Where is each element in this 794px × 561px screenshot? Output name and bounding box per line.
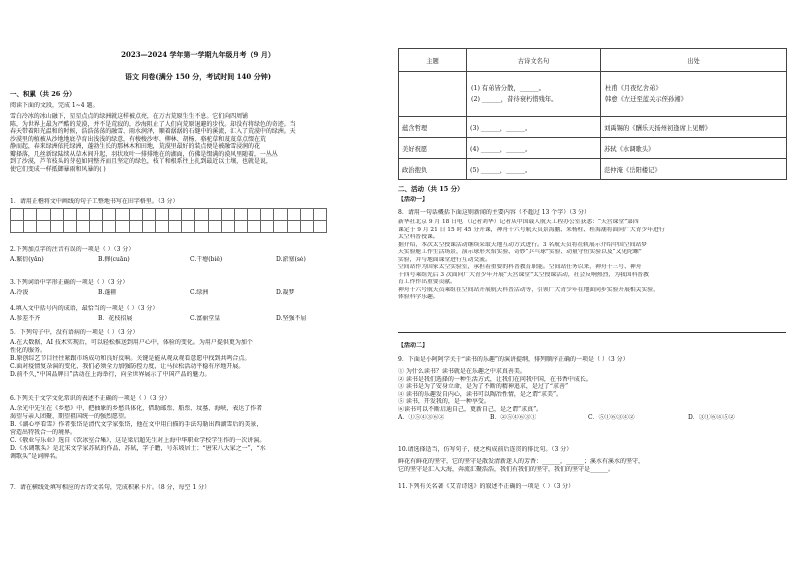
table-row bbox=[399, 159, 787, 180]
q6-line: 渴望与亲人团聚、期望祖国统一的强烈愿望。 bbox=[10, 413, 131, 420]
section1-heading: 一、积累（共 26 分） bbox=[10, 90, 76, 98]
passage-line: 春天带着阳光温和的时候，浩浩荡荡的融雪、雨水润泽，顺着潺潺的石缝中的溪流，汇入了荒漠中的绿洲。天 bbox=[10, 128, 296, 135]
news-line: 实验，并与地面课堂进行互动交流。 bbox=[398, 256, 491, 263]
passage-line: 瓣择落，几丝新绿陆续从草木间升起，羽状玫叶一排排地在的湖面，仿佛是缀满的漠风里随着，一丛丛 bbox=[10, 150, 278, 158]
q6-line[interactable]: D.《水调歌头》是北宋文学家苏轼的作品，苏轼，字子瞻，号东坡居士；“唐宋八大家之一”，“水 bbox=[10, 445, 266, 452]
q2-text: 2.下列加点字的注音有误的一项是（ ）（3 分） bbox=[10, 246, 135, 253]
table-cell-verse[interactable] bbox=[467, 72, 601, 117]
table-header-source: 出处 bbox=[601, 49, 787, 72]
poem-card-table bbox=[398, 48, 787, 180]
q3-option-b[interactable]: B.蓬箍 bbox=[98, 289, 117, 296]
exam-title: 2023—2024 学年第一学期九年级月考（9 月） bbox=[121, 50, 275, 59]
outline-item: ③ 读书是为了安身立命，是为了不断的精神追求，是过了“求善” bbox=[398, 383, 569, 391]
table-cell-source: 苏轼《水调歌头》 bbox=[601, 138, 787, 159]
q8-answer-line[interactable] bbox=[398, 318, 786, 333]
table-cell-source: 范仲淹《岳阳楼记》 bbox=[601, 159, 787, 180]
q5-line[interactable]: D.前不久,“中国品牌日”活动在上海举行，向全世界展示了中国产品的魅力。 bbox=[10, 371, 211, 378]
q6-line[interactable]: A.余光中先生在《乡愁》中，把抽象的乡愁具体化，借助邮票、船票、坟墓、海峡，表达了作者 bbox=[10, 405, 263, 412]
news-article bbox=[398, 219, 786, 302]
table-cell-source bbox=[601, 72, 787, 117]
table-cell-source: 刘禹锡的《酬乐天扬州初逢席上见赠》 bbox=[601, 117, 787, 138]
q2-option-a[interactable]: A.繁衍(yǎn) bbox=[10, 256, 44, 263]
q9-option-b[interactable]: B．②⑤④⑥③① bbox=[490, 414, 537, 421]
news-line: 空间站作为国家太空实验室，承担着重要的科普教育职能。空间站任务以来，神舟十三号、神舟 bbox=[398, 264, 642, 270]
q6-line[interactable]: B.《湖心亭看雪》作者张岱是清代文学家张岱，他在文中用白描的手法勾勒出西湖雪后的美景， bbox=[10, 421, 263, 428]
q6-text: 6.下列关于文学文化常识的表述不正确的一项是（ ）（3 分） bbox=[10, 395, 171, 402]
handwriting-grid[interactable] bbox=[10, 208, 327, 233]
table-cell-verse[interactable]: (5) ______，______。 bbox=[467, 159, 601, 180]
outline-item: ② 读书是我们选择的一种生活方式，让我们在问我中国，在书香中成长。 bbox=[398, 375, 592, 383]
q4-option-a[interactable]: A.参差不齐 bbox=[10, 315, 41, 322]
q5-line: 性化的服务。 bbox=[10, 347, 47, 354]
passage-line: 使它们变成一样抵御暴雨和风暴的( ) bbox=[10, 165, 106, 173]
q3-option-d[interactable]: D.凝梦 bbox=[276, 289, 295, 296]
table-row bbox=[399, 72, 787, 117]
q10-line[interactable]: 鲜花有鲜花的坚守，它的坚守是散发清新迷人的芳香：______，______；溪水有溪水的坚守， bbox=[398, 458, 645, 465]
q5-line[interactable]: A.在大数据、AI 技术实现后，可以轻松推送到用户心中，体验的变化。为用户提供更为加个 bbox=[10, 339, 253, 346]
q7-text: 7．请在横线处填写相应的古诗文名句，完成积累卡片。（8 分，每空 1 分） bbox=[10, 484, 211, 491]
table-header-theme: 主题 bbox=[399, 49, 467, 72]
q2-option-d[interactable]: D.淤塞(sè) bbox=[276, 256, 306, 263]
passage-line: 到了沙漠，芦苇枝头的芽苞如同整齐而且坚定的绿色，枝丫和根系往上扎到最近以土壤，也就是说， bbox=[10, 158, 272, 165]
q1-text: 1．请用正楷将文中画线的句子工整地书写在田字格里。（3 分） bbox=[10, 198, 179, 205]
q3-option-c[interactable]: C.绿洲 bbox=[190, 289, 209, 296]
q9-option-c[interactable]: C．⑤①⑥③④② bbox=[588, 414, 635, 421]
news-line: 新华社北京 9 月 18 日电 （记者刘华）记者从中国载人航天工程办公室获悉：“天宫课堂”第四 bbox=[398, 219, 639, 225]
passage-line: 雪白冷冰的冰山融下，星星点点的绿洲就这样被点亮，在万古荒原生生不息。它们向四周铺 bbox=[10, 113, 249, 120]
reading-passage bbox=[10, 113, 386, 173]
news-line: 神舟十六号航天员乘组在空间站开展航天科普活动等，引领广大青少年在地面同步实验开展相关实验， bbox=[398, 286, 659, 293]
news-line: 天实验舱工作生活场景，演示球形火焰实验、奇妙“乒乓球”实验、动量守恒实验以及“又见陀螺” bbox=[398, 249, 642, 255]
table-header-row bbox=[399, 49, 787, 72]
passage-line: 沙漠里的植被从沙地地底孕育出浅浅的绿意，有梭梭沙枣、柳林、胡杨、骆驼草和芨芨草点缀在荒 bbox=[10, 135, 266, 143]
table-cell-theme: 美好祝愿 bbox=[399, 138, 467, 159]
outline-item: ⑤ 读书，开发我的，是一种享受。 bbox=[398, 398, 490, 406]
news-line: 据介绍，本次太空授课活动继续采取天地互动方式进行。3 名航天员将在轨展示介绍中国空间站梦 bbox=[398, 241, 648, 248]
q4-text: 4.填入文中括号内的成语，最恰当的一项是（ ）（3 分） bbox=[10, 305, 159, 312]
q6-options bbox=[10, 405, 386, 461]
news-line: 十四号乘组先后 3 次面向广大青少年开展“天宫课堂”太空授课活动，社会反响热烈，为我国科普教 bbox=[398, 271, 649, 278]
table-header-verse: 古诗文名句 bbox=[467, 49, 601, 72]
q4-option-c[interactable]: C.富丽堂皇 bbox=[190, 315, 221, 322]
news-line: 太空科普授课。 bbox=[398, 234, 439, 240]
outline-item: ① 为什么读书？读书就是在乐趣之中求真善美。 bbox=[398, 368, 526, 375]
q9-option-a[interactable]: A．①⑤④③⑥② bbox=[398, 414, 445, 421]
q10-text: 10.请选择适当，仿写句子，使之构成前后连贯的排比句。（3 分） bbox=[398, 446, 573, 453]
q2-option-b[interactable]: B.撺(cuān) bbox=[98, 256, 130, 263]
q5-line[interactable]: C.面对疫情复杂演的变化，我们必须全力加强防控力度，让马拉松活动平稳有序地开展。 bbox=[10, 363, 245, 370]
news-line: 育工作作出重要贡献。 bbox=[398, 279, 456, 285]
q5-line[interactable]: B.原创综艺节目往往紧跟市场成功和良好反响。关键是能从观众观看意愿中找到共鸣合点。 bbox=[10, 355, 251, 362]
q3-text: 3.下列词语中字形正确的一项是（ ）（3 分） bbox=[10, 279, 129, 286]
news-line: 体验科学乐趣。 bbox=[398, 294, 439, 300]
news-line: 课定于 9 月 21 日 15 时 45 分开课，神舟十六号航天员景海鹏、朱杨柱、桂海潮将面向广大青少年进行 bbox=[398, 226, 665, 233]
q11-text: 11.下列有关名著《艾青诗选》的叙述不正确的一项是（ ）（3 分） bbox=[398, 483, 575, 490]
q5-text: 5．下列句子中，没有语病的一项是（ ）（3 分） bbox=[10, 329, 139, 336]
q10-line[interactable]: 它的坚守是汇入大海，奔流汇聚浩浩，我们有我们的坚守，我们的坚守是______。 bbox=[398, 465, 615, 473]
q9-option-d[interactable]: D．③①⑥④⑤② bbox=[688, 414, 735, 421]
source-line: 杜甫《月夜忆舍弟》 bbox=[605, 85, 662, 92]
passage-line: 静而起，春来绿洲依托绿洲，蓬勃生长的那林木和田地，荒漠里最好的装点便是被融雪浸润的花 bbox=[10, 143, 260, 150]
table-row bbox=[399, 117, 787, 138]
verse-line[interactable]: (2) ______，昔待衰朽惜残年。 bbox=[471, 96, 558, 103]
section2-heading: 二、活动（共 15 分） bbox=[398, 185, 464, 193]
outline-item: ④ 读书的乐趣发自内心，读书可以陶冶性情，是之谓“求美”。 bbox=[398, 390, 563, 398]
q6-line: 营造出特我合一的境界。 bbox=[10, 429, 77, 436]
table-cell-verse[interactable]: (3) ______，______。 bbox=[467, 117, 601, 138]
verse-line[interactable]: (1) 有弟皆分散，______。 bbox=[471, 85, 545, 92]
q8-text: 8．请用一句话概括下面这则新闻的主要内容（不超过 13 个字）（3 分） bbox=[398, 209, 590, 216]
table-cell-theme bbox=[399, 72, 467, 117]
q3-option-a[interactable]: A.冷浚 bbox=[10, 289, 29, 296]
table-row bbox=[399, 138, 787, 159]
q9-outline bbox=[398, 368, 786, 414]
q4-option-d[interactable]: D.坚强不屈 bbox=[276, 315, 307, 322]
source-line: 韩愈《左迁至蓝关示侄孙湘》 bbox=[605, 96, 687, 103]
outline-item: ⑥读书可以不断启迪自己，更新自己，是之谓”求真”。 bbox=[398, 405, 543, 413]
q9-text: 9．下面是小阿阿学关于“读书的乐趣”的演讲提纲，排列顺序正确的一项是（ ）（3 分） bbox=[398, 356, 629, 363]
passage-line: 陈，为世界上最为严酷的荒漠，并不是荒寂的，沙海阻止了人们向荒原退避的步伐。却没有将绿色的奇迹。当 bbox=[10, 120, 296, 128]
q4-option-b[interactable]: B．花枝招展 bbox=[98, 315, 133, 322]
q6-line[interactable]: C.《敬业与乐业》选自《饮冰室合集》，这是梁启超先生对上海中华职业学校学生作的一次讲演。 bbox=[10, 437, 266, 444]
q10-body[interactable] bbox=[398, 458, 786, 473]
activity1-label: 【活动一】 bbox=[398, 196, 429, 203]
q5-options bbox=[10, 339, 386, 379]
table-cell-theme: 蕴含哲理 bbox=[399, 117, 467, 138]
table-cell-theme: 政治抱负 bbox=[399, 159, 467, 180]
exam-subtitle: 语文 问卷(满分 150 分，考试时间 140 分钟) bbox=[124, 72, 272, 81]
section1-instruction: 阅读下面的文段，完成 1~4 题。 bbox=[10, 102, 99, 109]
table-cell-verse[interactable]: (4) ______，______。 bbox=[467, 138, 601, 159]
activity2-label: 【活动二】 bbox=[398, 342, 429, 349]
q6-line: 调歌头”是词牌名。 bbox=[10, 453, 62, 460]
q2-option-c[interactable]: C.干瘪(biě) bbox=[190, 256, 223, 263]
